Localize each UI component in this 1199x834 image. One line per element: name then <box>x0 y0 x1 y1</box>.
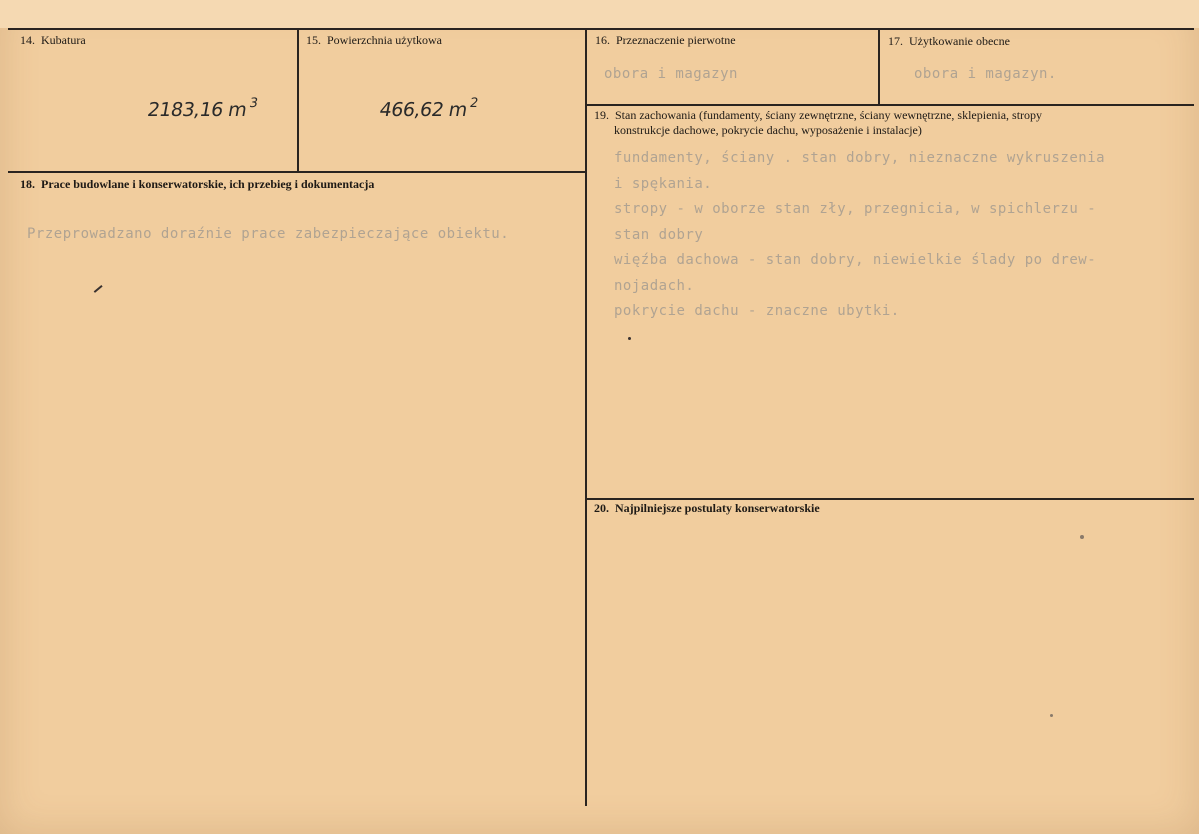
field-14-value-text: 2183,16 m <box>145 99 249 121</box>
field-19-line: pokrycie dachu - znaczne ubytki. <box>614 303 900 319</box>
field-19-line: fundamenty, ściany . stan dobry, nieznaczne wykruszenia <box>614 150 1106 166</box>
ink-speck <box>1080 535 1084 539</box>
field-18-label <box>20 177 374 192</box>
field-17-number: 17. <box>888 34 903 48</box>
field-17-title: Użytkowanie obecne <box>909 34 1010 48</box>
field-19-line: i spękania. <box>614 175 713 192</box>
field-18-title: Prace budowlane i konserwatorskie, ich przebieg i dokumentacja <box>41 177 375 191</box>
col-divider-14-15 <box>297 28 299 171</box>
field-19-label-line1 <box>594 108 1042 123</box>
field-19-label-line2 <box>614 123 922 138</box>
top-margin-band <box>0 0 1199 28</box>
field-18-value: Przeprowadzano doraźnie prace zabezpieczające obiektu. <box>27 226 510 242</box>
field-19-title-2: konstrukcje dachowe, pokrycie dachu, wyposażenie i instalacje) <box>614 123 922 137</box>
field-15-value-text: 466,62 m <box>377 99 469 121</box>
field-17-value: obora i magazyn. <box>914 66 1057 82</box>
field-16-label <box>595 33 736 48</box>
field-20-number: 20. <box>594 501 609 515</box>
field-16-value: obora i magazyn <box>604 66 738 82</box>
field-19-line: nojadach. <box>614 277 695 294</box>
small-dot-mark <box>628 337 631 340</box>
field-20-title: Najpilniejsze postulaty konserwatorskie <box>615 501 820 515</box>
field-14-label <box>20 33 86 48</box>
field-15-number: 15. <box>306 33 321 47</box>
field-20-label <box>594 501 820 516</box>
right-row-divider-1 <box>586 104 1194 106</box>
field-19-line: więźba dachowa - stan dobry, niewielkie ślady po drew- <box>614 252 1097 268</box>
field-18-number: 18. <box>20 177 35 191</box>
field-19-number: 19. <box>594 108 609 122</box>
field-15-title: Powierzchnia użytkowa <box>327 33 442 47</box>
right-row-divider-2 <box>586 498 1194 500</box>
field-19-value <box>614 150 1105 329</box>
field-15-label <box>306 33 442 48</box>
field-14-unit-superscript: 3 <box>248 96 259 111</box>
main-col-divider <box>585 28 587 806</box>
field-16-title: Przeznaczenie pierwotne <box>616 33 736 47</box>
field-15-unit-superscript: 2 <box>468 96 480 111</box>
field-15-value <box>378 96 479 121</box>
field-19-title-1: Stan zachowania (fundamenty, ściany zewnętrzne, ściany wewnętrzne, sklepienia, stropy <box>615 108 1043 122</box>
field-17-label <box>888 34 1010 49</box>
top-border-line <box>8 28 1194 30</box>
left-row-divider <box>8 171 586 173</box>
col-divider-16-17 <box>878 28 880 104</box>
field-16-number: 16. <box>595 33 610 47</box>
ink-speck <box>1050 714 1053 717</box>
field-14-number: 14. <box>20 33 35 47</box>
field-14-title: Kubatura <box>41 33 86 47</box>
pencil-tick-mark <box>94 285 103 293</box>
field-19-line: stan dobry <box>614 226 704 243</box>
field-19-line: stropy - w oborze stan zły, przegnicia, w spichlerzu - <box>614 201 1097 217</box>
field-14-value <box>146 96 259 121</box>
